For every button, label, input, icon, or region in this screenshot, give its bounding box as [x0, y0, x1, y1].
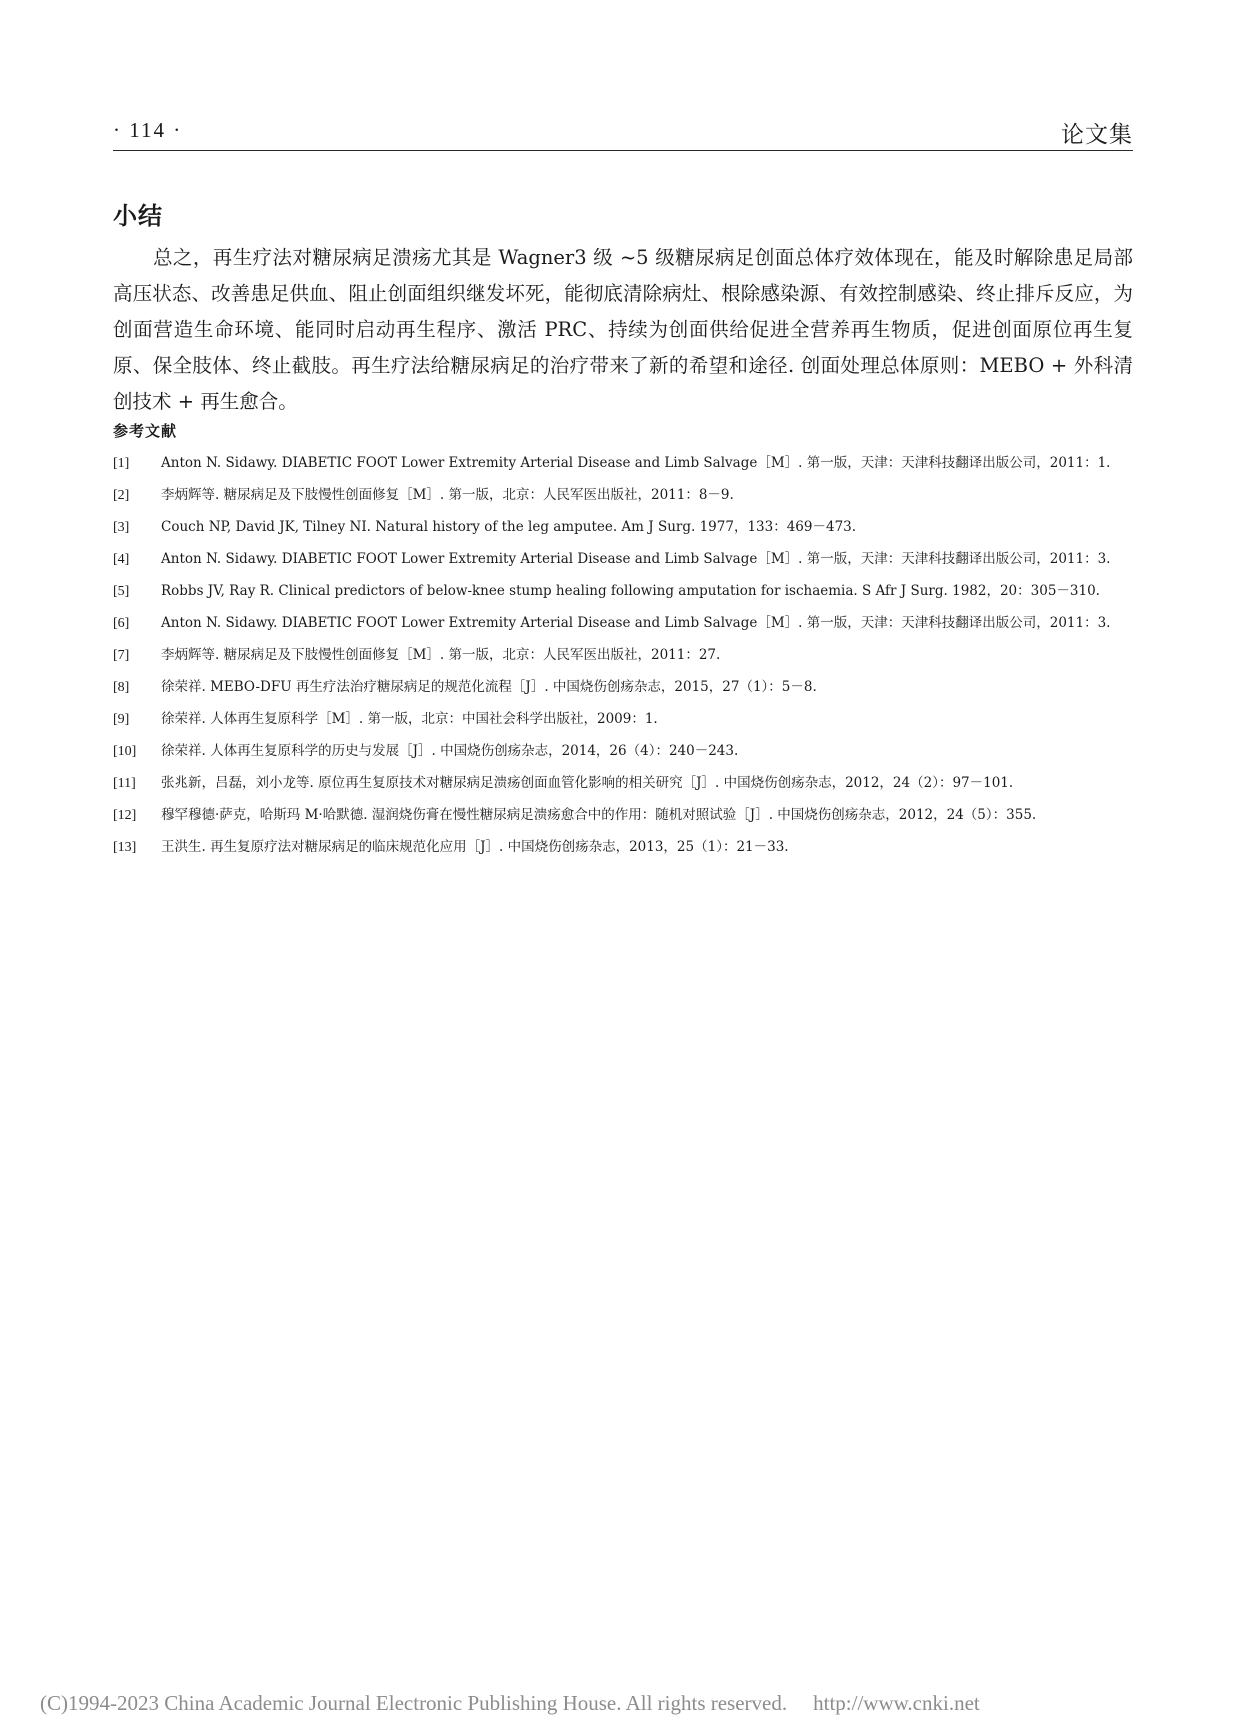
reference-number: [10] — [113, 744, 137, 759]
reference-item — [113, 484, 1133, 507]
reference-number: [5] — [113, 584, 130, 599]
reference-item — [113, 452, 1133, 475]
header-rule — [113, 150, 1133, 151]
reference-text: Robbs JV, Ray R. Clinical predictors of below-knee stump healing following amputation for ischaemia. S Afr J Surg. 1982，20：305－310. — [161, 583, 1100, 599]
reference-text: Anton N. Sidawy. DIABETIC FOOT Lower Extremity Arterial Disease and Limb Salvage［M］. 第一版，天津：天津科技翻译出版公司，2011：3. — [161, 551, 1111, 567]
references-heading: 参考文献 — [113, 422, 178, 440]
reference-text: Couch NP, David JK, Tilney NI. Natural history of the leg amputee. Am J Surg. 1977，133：469－473. — [161, 519, 857, 535]
running-header — [113, 116, 1133, 150]
reference-number: [8] — [113, 680, 130, 695]
reference-text: 穆罕穆德·萨克，哈斯玛 M·哈默德. 湿润烧伤膏在慢性糖尿病足溃疡愈合中的作用：随机对照试验［J］. 中国烧伤创疡杂志，2012，24（5）：355. — [161, 807, 1037, 823]
reference-item — [113, 836, 1133, 859]
reference-text: 张兆新，吕磊，刘小龙等. 原位再生复原技术对糖尿病足溃疡创面血管化影响的相关研究［J］. 中国烧伤创疡杂志，2012，24（2）：97－101. — [161, 775, 1014, 791]
reference-number: [4] — [113, 552, 130, 567]
reference-number: [7] — [113, 648, 130, 663]
reference-item — [113, 708, 1133, 731]
journal-name: 论文集 — [1061, 122, 1133, 148]
reference-text: 李炳辉等. 糖尿病足及下肢慢性创面修复［M］. 第一版，北京：人民军医出版社，2011：8－9. — [161, 487, 734, 503]
reference-item — [113, 548, 1133, 571]
reference-number: [1] — [113, 456, 130, 471]
reference-item — [113, 644, 1133, 667]
reference-number: [12] — [113, 808, 137, 823]
section-title: 小结 — [113, 201, 163, 230]
reference-text: Anton N. Sidawy. DIABETIC FOOT Lower Extremity Arterial Disease and Limb Salvage［M］. 第一版，天津：天津科技翻译出版公司，2011：1. — [161, 455, 1111, 471]
reference-number: [2] — [113, 488, 130, 503]
reference-number: [6] — [113, 616, 130, 631]
reference-number: [9] — [113, 712, 130, 727]
reference-item — [113, 676, 1133, 699]
summary-paragraph: 总之，再生疗法对糖尿病足溃疡尤其是 Wagner3 级 ~5 级糖尿病足创面总体疗效体现在，能及时解除患足局部高压状态、改善患足供血、阻止创面组织继发坏死，能彻底清除病灶、根除感染源、有效控制感染、终止排斥反应，为创面营造生命环境、能同时启动再生程序、激活 PRC、持续为创面供给促进全营养再生物质，促进创面原位再生复原、保全肢体、终止截肢。再生疗法给糖尿病足的治疗带来了新的希望和途径. 创面处理总体原则：MEBO + 外科清创技术 + 再生愈合。 — [113, 246, 1133, 413]
reference-item — [113, 772, 1133, 795]
copyright-footer — [40, 1691, 980, 1716]
footer-url[interactable]: http://www.cnki.net — [813, 1691, 980, 1715]
reference-item — [113, 804, 1133, 827]
reference-list — [113, 452, 1133, 868]
reference-text: 徐荣祥. MEBO-DFU 再生疗法治疗糖尿病足的规范化流程［J］. 中国烧伤创疡杂志，2015，27（1）：5－8. — [161, 679, 817, 695]
reference-item — [113, 612, 1133, 635]
reference-item — [113, 580, 1133, 603]
reference-text: 徐荣祥. 人体再生复原科学［M］. 第一版，北京：中国社会科学出版社，2009：1. — [161, 711, 658, 727]
reference-item — [113, 740, 1133, 763]
reference-number: [3] — [113, 520, 130, 535]
reference-number: [13] — [113, 840, 137, 855]
reference-number: [11] — [113, 776, 136, 791]
copyright-text: (C)1994-2023 China Academic Journal Electronic Publishing House. All rights reserved. — [40, 1691, 788, 1715]
reference-text: Anton N. Sidawy. DIABETIC FOOT Lower Extremity Arterial Disease and Limb Salvage［M］. 第一版，天津：天津科技翻译出版公司，2011：3. — [161, 615, 1111, 631]
page-number: · 114 · — [113, 118, 183, 142]
reference-text: 徐荣祥. 人体再生复原科学的历史与发展［J］. 中国烧伤创疡杂志，2014，26（4）：240－243. — [161, 743, 739, 759]
reference-item — [113, 516, 1133, 539]
reference-text: 李炳辉等. 糖尿病足及下肢慢性创面修复［M］. 第一版，北京：人民军医出版社，2011：27. — [161, 647, 721, 663]
reference-text: 王洪生. 再生复原疗法对糖尿病足的临床规范化应用［J］. 中国烧伤创疡杂志，2013，25（1）：21－33. — [161, 839, 789, 855]
